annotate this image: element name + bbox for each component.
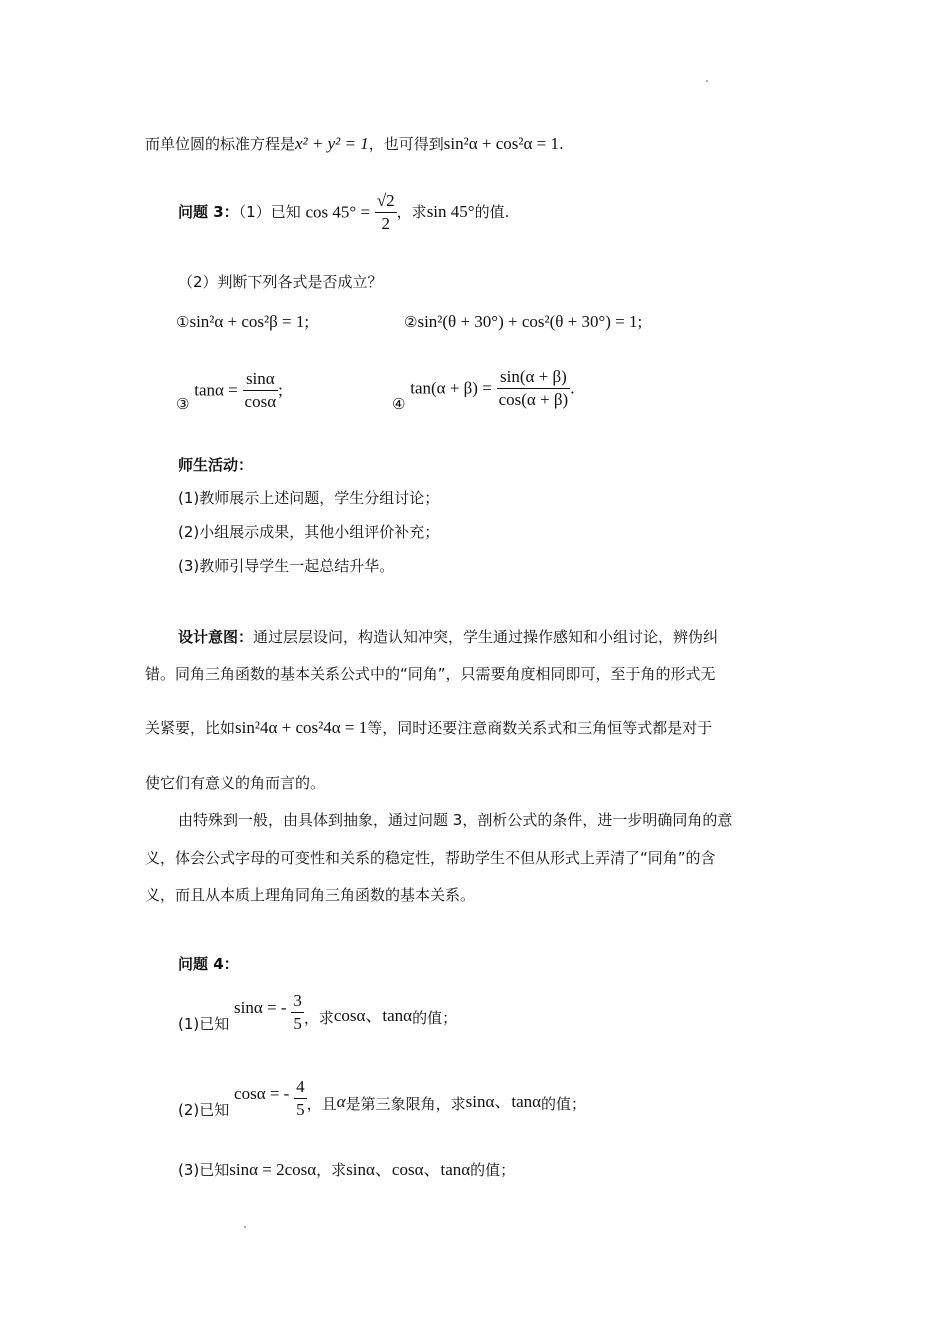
design-line-4: 使它们有意义的角而言的。 (145, 774, 326, 792)
design-para2-line-1: 由特殊到一般，由具体到抽象，通过问题 3，剖析公式的条件，进一步明确同角的意 (178, 811, 733, 829)
fraction-3-5: $\frac{3}{5}$ (293, 991, 302, 1033)
corner-mark-top (706, 80, 708, 82)
sin-over-cos-fraction: $\frac{\sin\alpha}{\cos\alpha}$ (244, 369, 277, 411)
question-4-label: 问题 4： (178, 955, 239, 973)
identity-item-3: ③ tanα = $\frac{\sin\alpha}{\cos\alpha}$ ; (176, 369, 283, 413)
pythagorean-identity: sin²α + cos²α = 1 (443, 134, 559, 153)
intro-line: 而单位圆的标准方程是x² + y² = 1，也可得到sin²α + cos²α = 1. (145, 134, 564, 153)
question-3-part1: 问题 3：（1）已知 cos 45° = $\frac{√2}{2}$ ，求sin 45°的值. (178, 191, 510, 233)
unit-circle-equation: x² + y² = 1 (295, 134, 369, 153)
question-4-item-1: (1)已知 sinα = - $\frac{3}{5}$ ，求cosα、tanα的值； (178, 991, 458, 1033)
sum-angle-fraction: $\frac{\sin(\alpha + \beta)}{\cos(\alpha + \beta)}$ (498, 367, 569, 409)
identity-item-2: ②sin²(θ + 30°) + cos²(θ + 30°) = 1; (404, 312, 643, 331)
given-cos45: cos 45° = (305, 202, 371, 222)
design-line-2: 错。同角三角函数的基本关系公式中的“同角”，只需要角度相同即可，至于角的形式无 (145, 665, 716, 683)
design-para2-line-3: 义，而且从本质上理角同角三角函数的基本关系。 (145, 886, 476, 904)
question-3-label: 问题 3： (178, 203, 239, 221)
fraction-4-5: $\frac{4}{5}$ (296, 1077, 305, 1119)
example-identity: sin²4α + cos²4α = 1 (235, 718, 368, 737)
design-label: 设计意图： (178, 628, 254, 646)
activity-step: (2)小组展示成果，其他小组评价补充； (178, 523, 440, 541)
ask-sin45: sin 45° (426, 202, 475, 221)
design-line-3: 关紧要，比如sin²4α + cos²4α = 1等，同时还要注意商数关系式和三角恒等式都是对于 (145, 718, 713, 737)
activity-step: (3)教师引导学生一起总结升华。 (178, 557, 395, 575)
question-4-item-3: (3)已知sinα = 2cosα，求sinα、cosα、tanα的值； (178, 1160, 516, 1179)
question-4-item-2: (2)已知 cosα = - $\frac{4}{5}$ ，且α是第三象限角，求sinα、tanα的值； (178, 1077, 587, 1119)
corner-mark-bottom (244, 1226, 246, 1228)
question-3-part2: （2）判断下列各式是否成立？ (178, 273, 383, 291)
activity-title: 师生活动： (178, 456, 254, 474)
identity-item-4: ④ tan(α + β) = $\frac{\sin(\alpha + \beta)}{\cos(\alpha + \beta)}$ . (392, 367, 575, 413)
identity-item-1: ①sin²α + cos²β = 1; (176, 312, 310, 331)
design-line-1: 设计意图：通过层层设问，构造认知冲突，学生通过操作感知和小组讨论，辨伪纠 (178, 628, 719, 646)
sqrt2-over-2: $\frac{√2}{2}$ (376, 191, 395, 233)
activity-step: (1)教师展示上述问题，学生分组讨论； (178, 489, 440, 507)
design-para2-line-2: 义，体会公式字母的可变性和关系的稳定性，帮助学生不但从形式上弄清了“同角”的含 (145, 849, 716, 867)
